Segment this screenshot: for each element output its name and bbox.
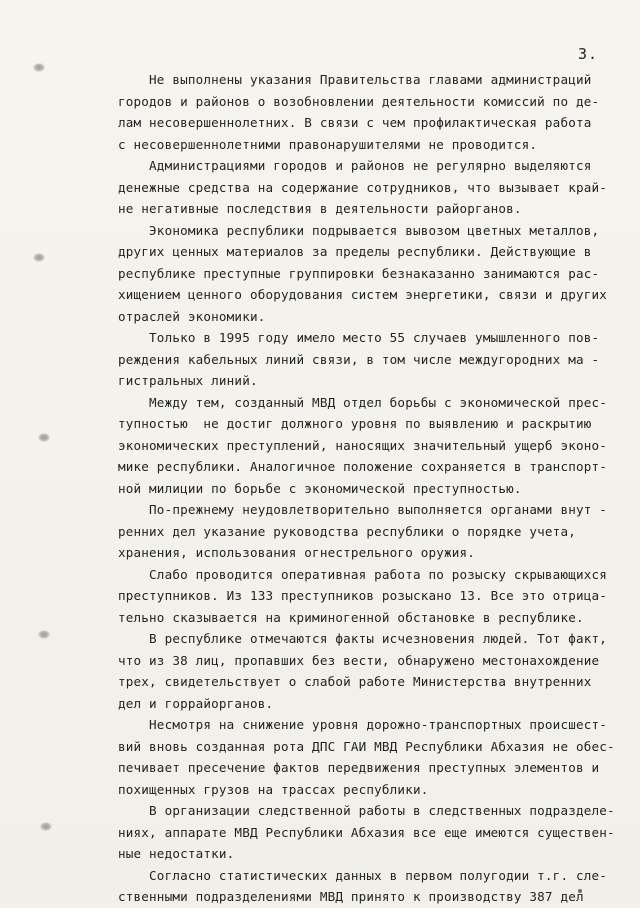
text-line: ной милиции по борьбе с экономической преступностью. xyxy=(118,480,522,496)
text-line: Несмотря на снижение уровня дорожно-транспортных происшест- xyxy=(118,717,608,732)
text-line: лам несовершеннолетних. В связи с чем профилактическая работа xyxy=(118,115,592,130)
text-line: тупностью не достиг должного уровня по выявлению и раскрытию xyxy=(118,416,592,431)
text-line: похищенных грузов на трассах республики. xyxy=(118,781,429,797)
text-line: отраслей экономики. xyxy=(118,308,266,324)
text-line: что из 38 лиц, пропавших без вести, обнаружено местонахождение xyxy=(118,652,600,668)
text-line: вий вновь созданная рота ДПС ГАИ МВД Республики Абхазия не обес- xyxy=(118,738,615,754)
text-line: тельно сказывается на криминогенной обстановке в республике. xyxy=(118,609,584,625)
text-line: Администрациями городов и районов не регулярно выделяются xyxy=(118,158,592,173)
text-line: хранения, использования огнестрельного оружия. xyxy=(118,545,476,560)
text-line: Согласно статистических данных в первом полугодии т.г. сле- xyxy=(118,867,608,883)
text-line: денежные средства на содержание сотрудников, что вызывает край- xyxy=(118,179,608,195)
text-line: реждения кабельных линий связи, в том числе междугородних ма - xyxy=(118,351,600,367)
text-line: преступников. Из 133 преступников розыскано 13. Все это отрица- xyxy=(118,588,608,603)
punch-hole xyxy=(38,630,50,639)
text-line: других ценных материалов за пределы республики. Действующие в xyxy=(118,244,592,259)
text-line: трех, свидетельствует о слабой работе Министерства внутренних xyxy=(118,674,592,689)
text-line: хищением ценного оборудования систем энергетики, связи и других xyxy=(118,287,608,302)
text-line: экономических преступлений, наносящих значительный ущерб эконо- xyxy=(118,437,608,453)
text-line: республике преступные группировки безнаказанно занимаются рас- xyxy=(118,265,600,281)
document-body xyxy=(118,69,615,908)
text-line: Экономика республики подрывается вывозом цветных металлов, xyxy=(118,222,600,238)
punch-hole xyxy=(33,253,45,262)
text-line: Не выполнены указания Правительства главами администраций xyxy=(118,72,592,87)
text-line: В республике отмечаются факты исчезновения людей. Тот факт, xyxy=(118,631,608,646)
text-line: В организации следственной работы в следственных подразделе- xyxy=(118,803,615,818)
text-line: Только в 1995 году имело место 55 случаев умышленного пов- xyxy=(118,330,600,345)
page-number: 3. xyxy=(578,45,599,63)
punch-hole xyxy=(33,63,45,72)
text-line: дел и горрайорганов. xyxy=(118,695,274,711)
text-line: ренних дел указание руководства республики о порядке учета, xyxy=(118,523,576,539)
punch-hole xyxy=(38,433,50,442)
text-line: городов и районов о возобновлении деятельности комиссий по де- xyxy=(118,93,600,109)
text-line: мике республики. Аналогичное положение сохраняется в транспорт- xyxy=(118,459,608,474)
text-line: гистральных линий. xyxy=(118,373,258,388)
text-line: печивает пресечение фактов передвижения преступных элементов и xyxy=(118,760,600,775)
text-line: не негативные последствия в деятельности райорганов. xyxy=(118,201,522,216)
text-line: ные недостатки. xyxy=(118,846,235,861)
text-line: с несовершеннолетними правонарушителями не проводится. xyxy=(118,136,538,152)
punch-hole xyxy=(40,822,52,831)
text-line: ственными подразделениями МВД принято к производству 387 дел xyxy=(118,889,584,904)
text-line: По-прежнему неудовлетворительно выполняется органами внут - xyxy=(118,502,608,517)
text-line: Слабо проводится оперативная работа по розыску скрывающихся xyxy=(118,566,608,582)
text-line: Между тем, созданный МВД отдел борьбы с экономической прес- xyxy=(118,394,608,410)
text-line: ниях, аппарате МВД Республики Абхазия все еще имеются существен- xyxy=(118,824,615,840)
